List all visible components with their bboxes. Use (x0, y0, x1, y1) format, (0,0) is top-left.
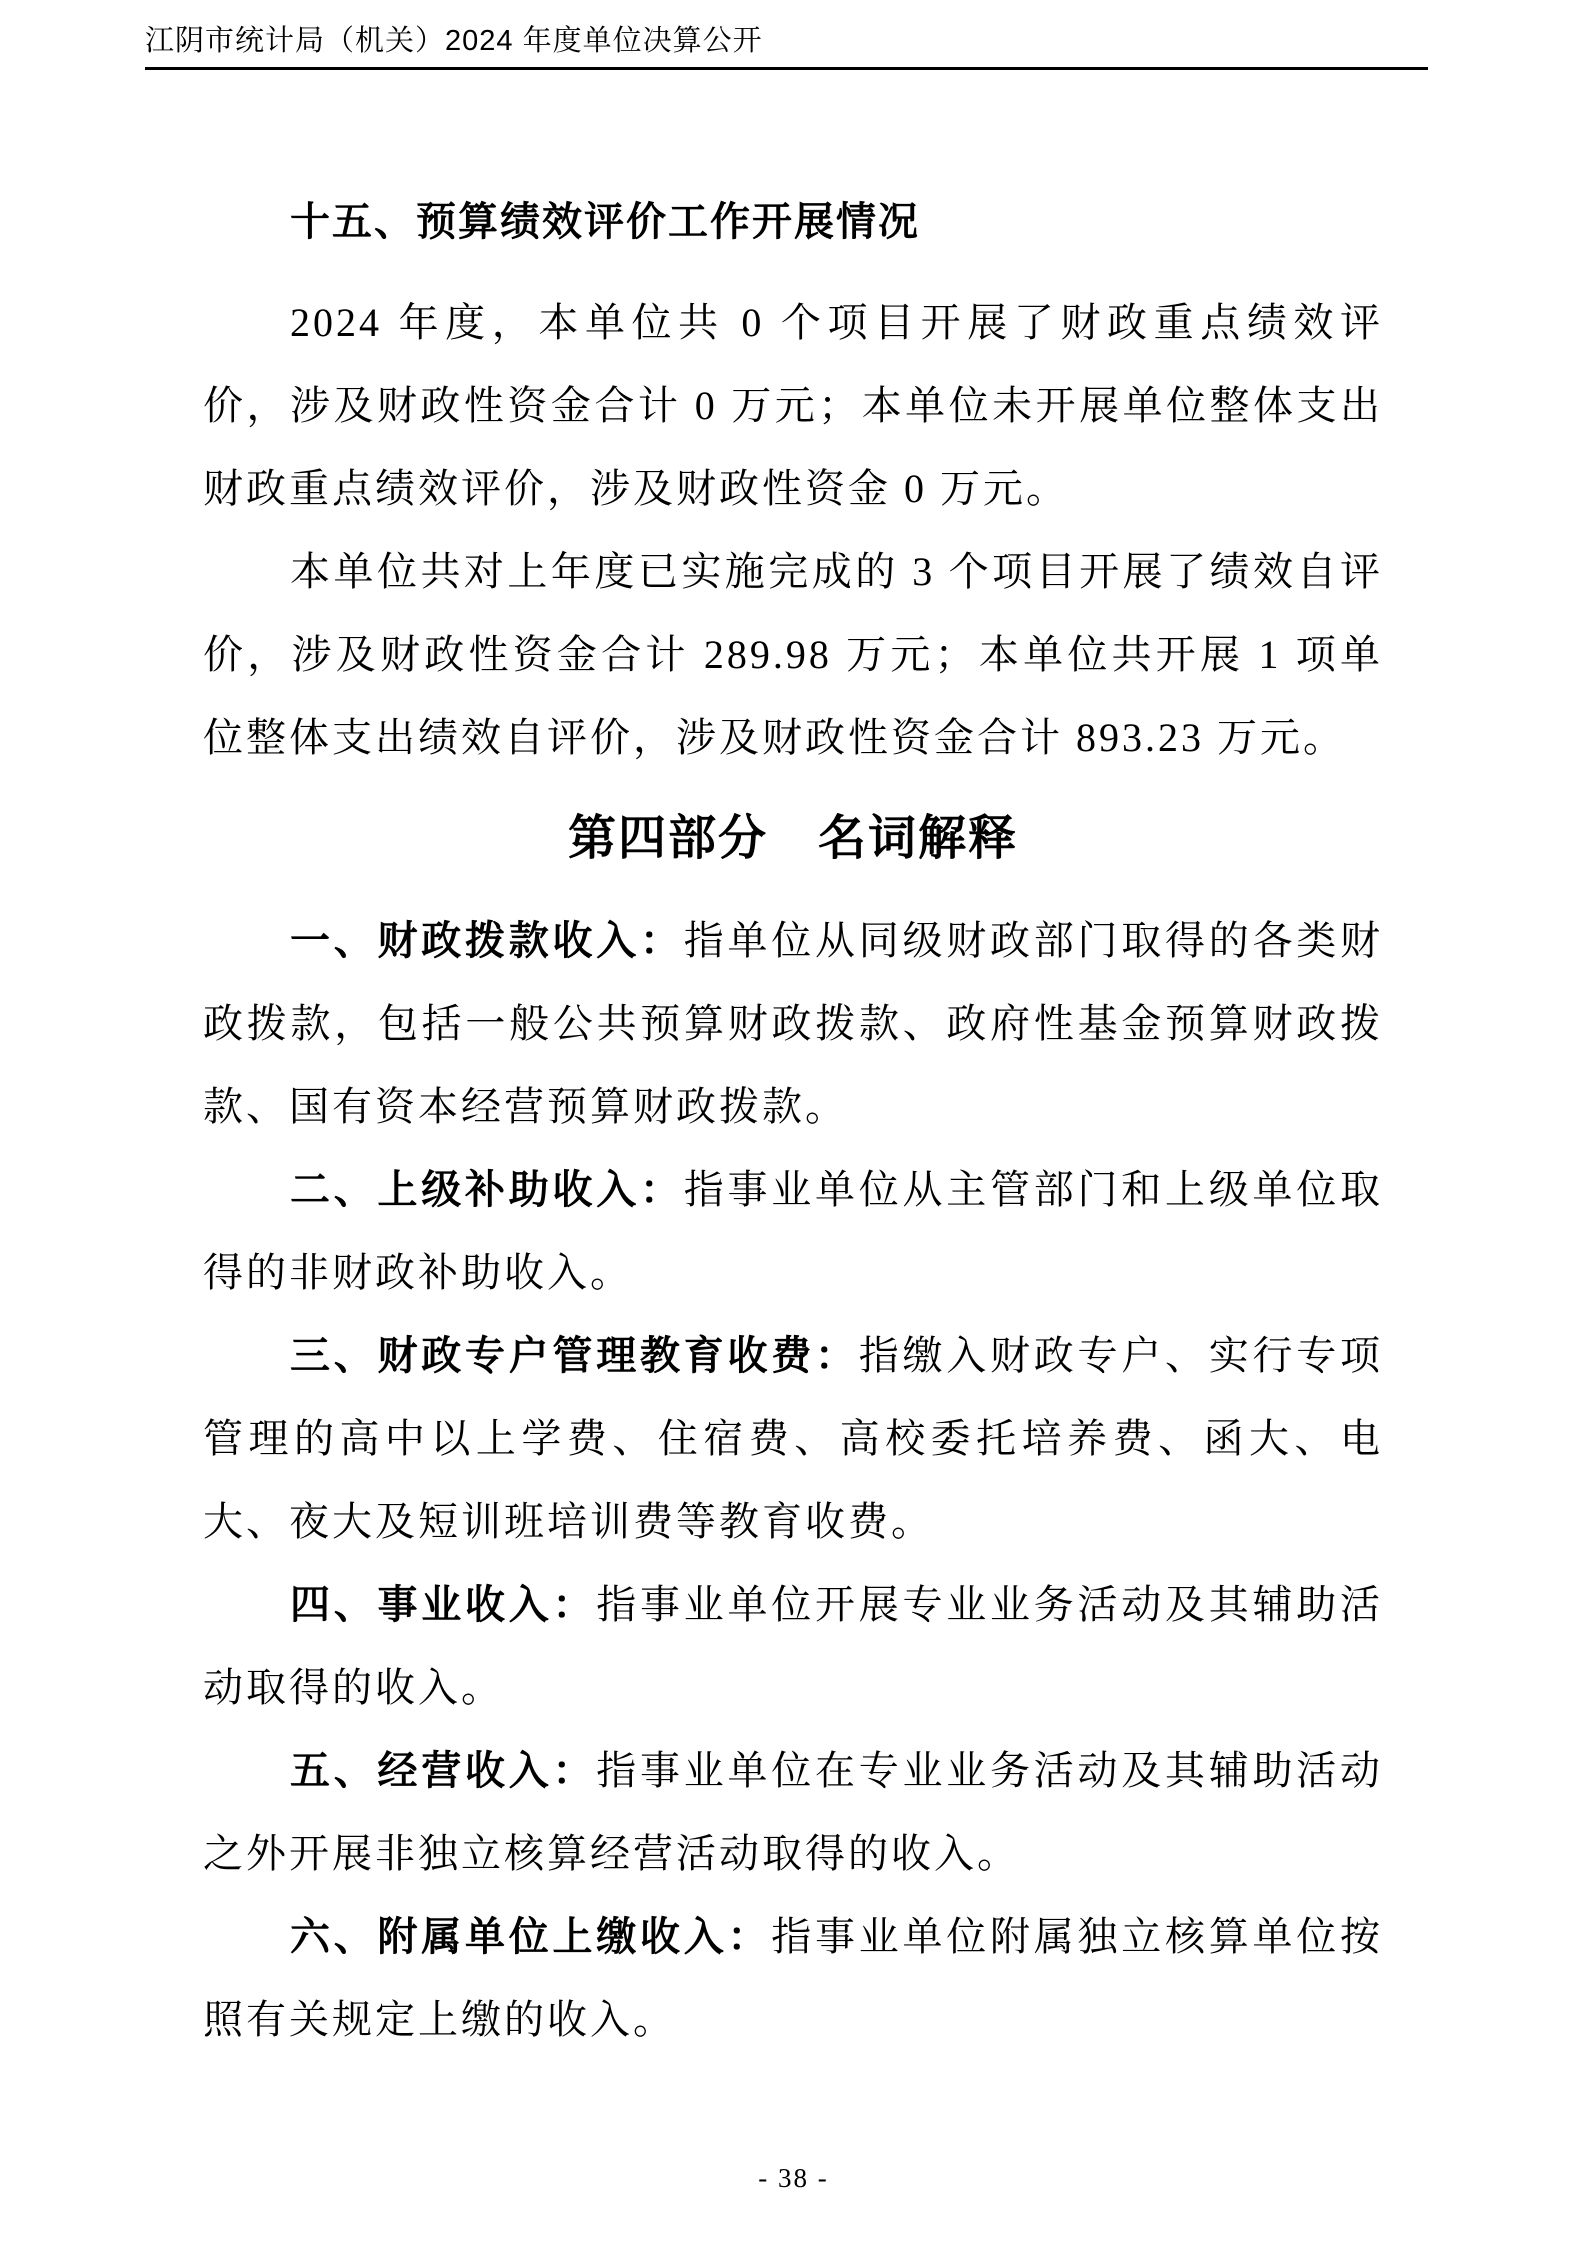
document-header (145, 24, 1428, 70)
document-footer (0, 2162, 1587, 2194)
section-15-paragraph-1: 2024 年度，本单位共 0 个项目开展了财政重点绩效评价，涉及财政性资金合计 0 万元；本单位未开展单位整体支出财政重点绩效评价，涉及财政性资金 0 万元。 (203, 300, 1383, 511)
term-label-5: 五、经营收入： (290, 1748, 597, 1793)
term-label-1: 一、财政拨款收入： (290, 918, 684, 963)
part-4-heading: 第四部分 名词解释 (567, 812, 1018, 865)
section-15-paragraph-2: 本单位共对上年度已实施完成的 3 个项目开展了绩效自评价，涉及财政性资金合计 289.98 万元；本单位共开展 1 项单位整体支出绩效自评价，涉及财政性资金合计 893.23 万元。 (203, 549, 1383, 760)
term-label-6: 六、附属单位上缴收入： (290, 1914, 772, 1959)
term-definition-2 (203, 1148, 1383, 1314)
term-definition-5 (203, 1729, 1383, 1895)
term-text-2: 指事业单位从主管部门和上级单位取得的非财政补助收入。 (203, 1167, 1383, 1295)
term-definition-6 (203, 1895, 1383, 2061)
term-label-4: 四、事业收入： (290, 1582, 597, 1627)
term-text-6: 指事业单位附属独立核算单位按照有关规定上缴的收入。 (203, 1914, 1383, 2042)
page-number: - 38 - (758, 2163, 829, 2193)
term-label-3: 三、财政专户管理教育收费： (290, 1333, 859, 1378)
term-text-1: 指单位从同级财政部门取得的各类财政拨款，包括一般公共预算财政拨款、政府性基金预算财政拨款、国有资本经营预算财政拨款。 (203, 918, 1383, 1129)
document-body (203, 180, 1383, 2061)
term-text-5: 指事业单位在专业业务活动及其辅助活动之外开展非独立核算经营活动取得的收入。 (203, 1748, 1383, 1876)
term-definition-4 (203, 1563, 1383, 1729)
term-definition-1 (203, 899, 1383, 1148)
term-text-4: 指事业单位开展专业业务活动及其辅助活动取得的收入。 (203, 1582, 1383, 1710)
term-label-2: 二、上级补助收入： (290, 1167, 684, 1212)
term-text-3: 指缴入财政专户、实行专项管理的高中以上学费、住宿费、高校委托培养费、函大、电大、夜大及短训班培训费等教育收费。 (203, 1333, 1383, 1544)
section-15-heading: 十五、预算绩效评价工作开展情况 (290, 199, 920, 244)
term-definition-3 (203, 1314, 1383, 1563)
document-header-title: 江阴市统计局（机关）2024 年度单位决算公开 (145, 25, 763, 57)
